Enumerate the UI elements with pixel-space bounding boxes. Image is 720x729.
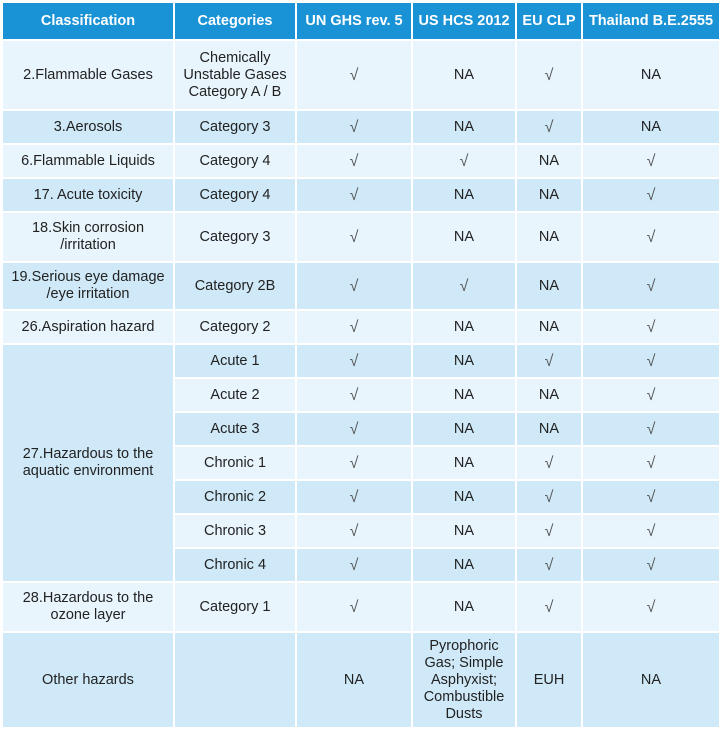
us-hcs-cell: NA	[412, 412, 516, 446]
us-hcs-cell: NA	[412, 344, 516, 378]
table-row	[2, 212, 720, 262]
us-hcs-cell: NA	[412, 514, 516, 548]
thailand-cell: NA	[582, 632, 720, 728]
thailand-cell: √	[582, 514, 720, 548]
eu-clp-cell: NA	[516, 262, 582, 310]
eu-clp-cell: √	[516, 548, 582, 582]
eu-clp-cell: √	[516, 344, 582, 378]
classification-cell: 26.Aspiration hazard	[2, 310, 174, 344]
classification-cell: 3.Aerosols	[2, 110, 174, 144]
us-hcs-cell: NA	[412, 212, 516, 262]
header-us-hcs: US HCS 2012	[412, 2, 516, 40]
category-cell: Chronic 4	[174, 548, 296, 582]
category-cell: Category 4	[174, 144, 296, 178]
classification-cell: 27.Hazardous to the aquatic environment	[2, 344, 174, 582]
eu-clp-cell: √	[516, 514, 582, 548]
header-categories: Categories	[174, 2, 296, 40]
category-cell: Category 3	[174, 212, 296, 262]
category-cell: Category 3	[174, 110, 296, 144]
eu-clp-cell: NA	[516, 310, 582, 344]
category-cell: Category 2B	[174, 262, 296, 310]
un-ghs-cell: √	[296, 412, 412, 446]
category-cell: Chronic 2	[174, 480, 296, 514]
table-row	[2, 262, 720, 310]
category-cell: Chronic 1	[174, 446, 296, 480]
us-hcs-cell: √	[412, 144, 516, 178]
us-hcs-cell: NA	[412, 446, 516, 480]
un-ghs-cell: √	[296, 110, 412, 144]
table-row	[2, 582, 720, 632]
header-un-ghs: UN GHS rev. 5	[296, 2, 412, 40]
classification-cell: Other hazards	[2, 632, 174, 728]
thailand-cell: √	[582, 548, 720, 582]
un-ghs-cell: √	[296, 310, 412, 344]
us-hcs-cell: NA	[412, 310, 516, 344]
thailand-cell: √	[582, 310, 720, 344]
us-hcs-cell: NA	[412, 582, 516, 632]
us-hcs-cell: √	[412, 262, 516, 310]
un-ghs-cell: √	[296, 378, 412, 412]
un-ghs-cell: √	[296, 212, 412, 262]
classification-cell: 17. Acute toxicity	[2, 178, 174, 212]
eu-clp-cell: √	[516, 480, 582, 514]
us-hcs-cell: NA	[412, 378, 516, 412]
eu-clp-cell: NA	[516, 412, 582, 446]
category-cell: Category 2	[174, 310, 296, 344]
header-row	[2, 2, 720, 40]
category-cell: Chemically Unstable Gases Category A / B	[174, 40, 296, 110]
thailand-cell: NA	[582, 110, 720, 144]
un-ghs-cell: √	[296, 262, 412, 310]
thailand-cell: √	[582, 582, 720, 632]
table-row	[2, 344, 720, 378]
un-ghs-cell: √	[296, 178, 412, 212]
eu-clp-cell: NA	[516, 212, 582, 262]
eu-clp-cell: √	[516, 446, 582, 480]
classification-cell: 28.Hazardous to the ozone layer	[2, 582, 174, 632]
header-classification: Classification	[2, 2, 174, 40]
eu-clp-cell: NA	[516, 378, 582, 412]
table-row	[2, 110, 720, 144]
table-row	[2, 632, 720, 728]
un-ghs-cell: NA	[296, 632, 412, 728]
ghs-classification-table	[1, 1, 720, 729]
eu-clp-cell: EUH	[516, 632, 582, 728]
un-ghs-cell: √	[296, 548, 412, 582]
header-eu-clp: EU CLP	[516, 2, 582, 40]
un-ghs-cell: √	[296, 446, 412, 480]
table-row	[2, 310, 720, 344]
eu-clp-cell: NA	[516, 144, 582, 178]
us-hcs-cell: NA	[412, 178, 516, 212]
thailand-cell: √	[582, 144, 720, 178]
thailand-cell: √	[582, 212, 720, 262]
thailand-cell: √	[582, 446, 720, 480]
classification-cell: 18.Skin corrosion /irritation	[2, 212, 174, 262]
header-thailand: Thailand B.E.2555	[582, 2, 720, 40]
thailand-cell: √	[582, 480, 720, 514]
thailand-cell: √	[582, 178, 720, 212]
table-row	[2, 178, 720, 212]
us-hcs-cell: NA	[412, 40, 516, 110]
category-cell	[174, 632, 296, 728]
thailand-cell: √	[582, 344, 720, 378]
eu-clp-cell: √	[516, 40, 582, 110]
eu-clp-cell: √	[516, 110, 582, 144]
eu-clp-cell: NA	[516, 178, 582, 212]
us-hcs-cell: Pyrophoric Gas; Simple Asphyxist; Combustible Dusts	[412, 632, 516, 728]
un-ghs-cell: √	[296, 144, 412, 178]
category-cell: Chronic 3	[174, 514, 296, 548]
thailand-cell: √	[582, 412, 720, 446]
classification-cell: 6.Flammable Liquids	[2, 144, 174, 178]
un-ghs-cell: √	[296, 40, 412, 110]
category-cell: Acute 3	[174, 412, 296, 446]
un-ghs-cell: √	[296, 582, 412, 632]
category-cell: Acute 1	[174, 344, 296, 378]
us-hcs-cell: NA	[412, 110, 516, 144]
classification-cell: 19.Serious eye damage /eye irritation	[2, 262, 174, 310]
table-row	[2, 144, 720, 178]
us-hcs-cell: NA	[412, 548, 516, 582]
category-cell: Category 1	[174, 582, 296, 632]
category-cell: Category 4	[174, 178, 296, 212]
thailand-cell: √	[582, 262, 720, 310]
un-ghs-cell: √	[296, 344, 412, 378]
eu-clp-cell: √	[516, 582, 582, 632]
category-cell: Acute 2	[174, 378, 296, 412]
classification-cell: 2.Flammable Gases	[2, 40, 174, 110]
un-ghs-cell: √	[296, 514, 412, 548]
thailand-cell: √	[582, 378, 720, 412]
table-row	[2, 40, 720, 110]
us-hcs-cell: NA	[412, 480, 516, 514]
thailand-cell: NA	[582, 40, 720, 110]
un-ghs-cell: √	[296, 480, 412, 514]
